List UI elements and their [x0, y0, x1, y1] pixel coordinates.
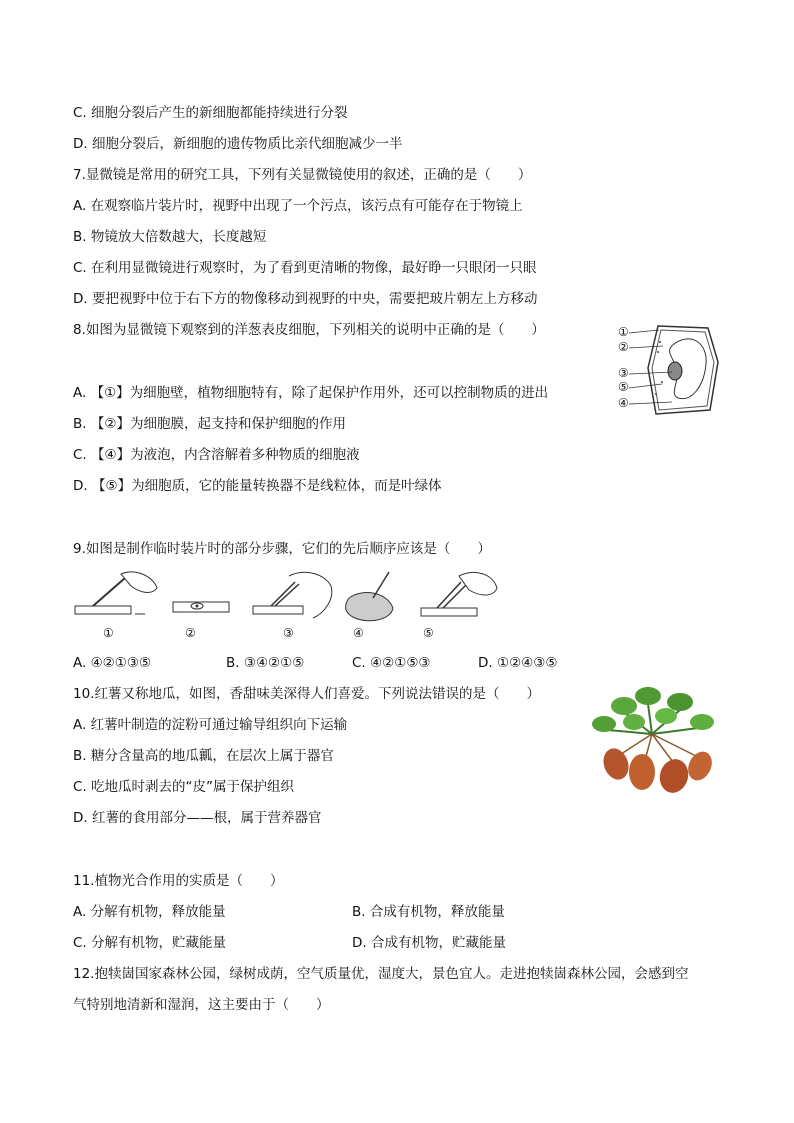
q8-option-a: A. 【①】为细胞壁，植物细胞特有，除了起保护作用外，还可以控制物质的进出	[73, 385, 549, 401]
q9-option-a: A. ④②①③⑤	[73, 655, 152, 671]
q10-option-c: C. 吃地瓜时剥去的“皮”属于保护组织	[73, 779, 294, 795]
q7-option-d: D. 要把视野中位于右下方的物像移动到视野的中央，需要把玻片朝左上方移动	[73, 291, 538, 307]
slide-steps-figure	[73, 568, 503, 648]
q6-option-c: C. 细胞分裂后产生的新细胞都能持续进行分裂	[73, 105, 348, 121]
q11-option-c: C. 分解有机物，贮藏能量	[73, 935, 227, 951]
cell-label-2: ②	[618, 340, 629, 354]
onion-cell-figure	[612, 322, 722, 418]
q7-option-a: A. 在观察临片装片时，视野中出现了一个污点，该污点有可能存在于物镜上	[73, 198, 523, 214]
q7-stem: 7.显微镜是常用的研究工具，下列有关显微镜使用的叙述，正确的是（ ）	[73, 167, 532, 183]
q11-option-d: D. 合成有机物，贮藏能量	[352, 935, 506, 951]
q10-stem: 10.红薯又称地瓜，如图，香甜味美深得人们喜爱。下列说法错误的是（ ）	[73, 686, 540, 702]
q12-stem-line2: 气特别地清新和湿润，这主要由于（ ）	[73, 997, 330, 1013]
q7-option-b: B. 物镜放大倍数越大，长度越短	[73, 229, 267, 245]
q9-option-d: D. ①②④③⑤	[478, 655, 558, 671]
step-label-2: ②	[185, 626, 196, 640]
q10-option-a: A. 红薯叶制造的淀粉可通过输导组织向下运输	[73, 717, 348, 733]
q7-option-c: C. 在利用显微镜进行观察时，为了看到更清晰的物像，最好睁一只眼闭一只眼	[73, 260, 537, 276]
cell-label-5: ⑤	[618, 380, 629, 394]
q8-stem: 8.如图为显微镜下观察到的洋葱表皮细胞，下列相关的说明中正确的是（ ）	[73, 322, 545, 338]
q8-option-c: C. 【④】为液泡，内含溶解着多种物质的细胞液	[73, 447, 360, 463]
q11-stem: 11.植物光合作用的实质是（ ）	[73, 873, 284, 889]
q8-option-b: B. 【②】为细胞膜，起支持和保护细胞的作用	[73, 416, 346, 432]
step-label-1: ①	[103, 626, 114, 640]
step-label-3: ③	[283, 626, 294, 640]
step-label-5: ⑤	[423, 626, 434, 640]
q6-option-d: D. 细胞分裂后，新细胞的遗传物质比亲代细胞减少一半	[73, 136, 403, 152]
q11-option-b: B. 合成有机物，释放能量	[352, 904, 505, 920]
step-label-4: ④	[353, 626, 364, 640]
q12-stem-line1: 12.抱犊崮国家森林公园，绿树成荫，空气质量优，湿度大，景色宜人。走进抱犊崮森林公园，会感到空	[73, 966, 689, 982]
q8-option-d: D. 【⑤】为细胞质，它的能量转换器不是线粒体，而是叶绿体	[73, 478, 442, 494]
q10-option-d: D. 红薯的食用部分——根，属于营养器官	[73, 810, 322, 826]
cell-label-3: ③	[618, 366, 629, 380]
q10-option-b: B. 糖分含量高的地瓜瓤，在层次上属于器官	[73, 748, 334, 764]
cell-label-1: ①	[618, 325, 629, 339]
q11-option-a: A. 分解有机物，释放能量	[73, 904, 226, 920]
q9-option-c: C. ④②①⑤③	[352, 655, 431, 671]
cell-label-4: ④	[618, 396, 629, 410]
sweet-potato-figure	[588, 684, 718, 794]
q9-option-b: B. ③④②①⑤	[226, 655, 305, 671]
q9-stem: 9.如图是制作临时装片时的部分步骤，它们的先后顺序应该是（ ）	[73, 541, 491, 557]
